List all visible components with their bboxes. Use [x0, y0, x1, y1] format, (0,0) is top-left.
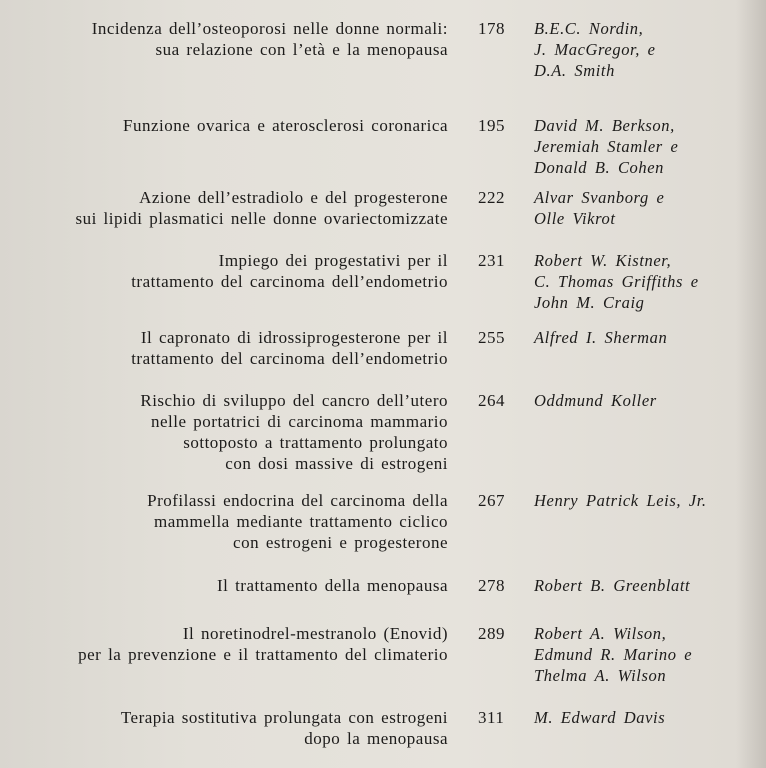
author-line: Robert A. Wilson,: [534, 624, 667, 643]
page-number: 222: [478, 188, 505, 207]
entry-authors: [534, 390, 764, 411]
entry-title: [8, 490, 448, 553]
entry-authors: [534, 575, 764, 596]
title-line: Impiego dei progestativi per il: [218, 251, 448, 270]
entry-title: [8, 575, 448, 596]
page-number: 255: [478, 328, 505, 347]
author-line: Donald B. Cohen: [534, 158, 665, 177]
page-number: 231: [478, 251, 505, 270]
entry-authors: [534, 327, 764, 348]
title-line: Il capronato di idrossiprogesterone per il: [140, 328, 448, 347]
title-line: sui lipidi plasmatici nelle donne ovariectomizzate: [75, 209, 448, 228]
author-line: D.A. Smith: [534, 61, 615, 80]
title-line: Azione dell’estradiolo e del progesterone: [139, 188, 448, 207]
entry-title: [8, 707, 448, 749]
title-line: Il trattamento della menopausa: [216, 576, 448, 595]
author-line: Robert W. Kistner,: [534, 251, 672, 270]
entry-authors: [534, 18, 764, 81]
entry-title: [8, 623, 448, 665]
entry-title: [8, 390, 448, 474]
entry-authors: [534, 490, 764, 511]
author-line: Olle Vikrot: [534, 209, 616, 228]
title-line: per la prevenzione e il trattamento del climaterio: [78, 645, 448, 664]
entry-title: [8, 250, 448, 292]
author-line: Robert B. Greenblatt: [534, 576, 691, 595]
author-line: Alfred I. Sherman: [534, 328, 668, 347]
title-line: nelle portatrici di carcinoma mammario: [151, 412, 448, 431]
title-line: Incidenza dell’osteoporosi nelle donne normali:: [91, 19, 448, 38]
page-number: 289: [478, 624, 505, 643]
title-line: sua relazione con l’età e la menopausa: [155, 40, 448, 59]
title-line: Terapia sostitutiva prolungata con estrogeni: [120, 708, 448, 727]
title-line: Rischio di sviluppo del cancro dell’utero: [140, 391, 448, 410]
title-line: Il noretinodrel-mestranolo (Enovid): [182, 624, 448, 643]
page-number: 195: [478, 116, 505, 135]
title-line: Profilassi endocrina del carcinoma della: [147, 491, 448, 510]
author-line: John M. Craig: [534, 293, 645, 312]
page-number: 264: [478, 391, 505, 410]
author-line: Alvar Svanborg e: [534, 188, 665, 207]
entry-authors: [534, 707, 764, 728]
author-line: Thelma A. Wilson: [534, 666, 667, 685]
author-line: Jeremiah Stamler e: [534, 137, 679, 156]
title-line: con dosi massive di estrogeni: [225, 454, 448, 473]
author-line: Henry Patrick Leis, Jr.: [534, 491, 707, 510]
title-line: con estrogeni e progesterone: [233, 533, 448, 552]
title-line: dopo la menopausa: [304, 729, 448, 748]
author-line: M. Edward Davis: [534, 708, 666, 727]
entry-title: [8, 115, 448, 136]
entry-authors: [534, 250, 764, 313]
author-line: Edmund R. Marino e: [534, 645, 693, 664]
entry-authors: [534, 187, 764, 229]
title-line: trattamento del carcinoma dell’endometrio: [131, 272, 448, 291]
title-line: Funzione ovarica e aterosclerosi coronarica: [123, 116, 448, 135]
page-number: 278: [478, 576, 505, 595]
page-number: 178: [478, 19, 505, 38]
entry-title: [8, 18, 448, 60]
author-line: J. MacGregor, e: [534, 40, 656, 59]
page-number: 311: [478, 708, 505, 727]
author-line: David M. Berkson,: [534, 116, 675, 135]
title-line: trattamento del carcinoma dell’endometrio: [131, 349, 448, 368]
entry-title: [8, 327, 448, 369]
title-line: sottoposto a trattamento prolungato: [183, 433, 448, 452]
entry-authors: [534, 115, 764, 178]
author-line: Oddmund Koller: [534, 391, 657, 410]
title-line: mammella mediante trattamento ciclico: [153, 512, 448, 531]
entry-authors: [534, 623, 764, 686]
author-line: B.E.C. Nordin,: [534, 19, 644, 38]
page-number: 267: [478, 491, 505, 510]
author-line: C. Thomas Griffiths e: [534, 272, 699, 291]
entry-title: [8, 187, 448, 229]
